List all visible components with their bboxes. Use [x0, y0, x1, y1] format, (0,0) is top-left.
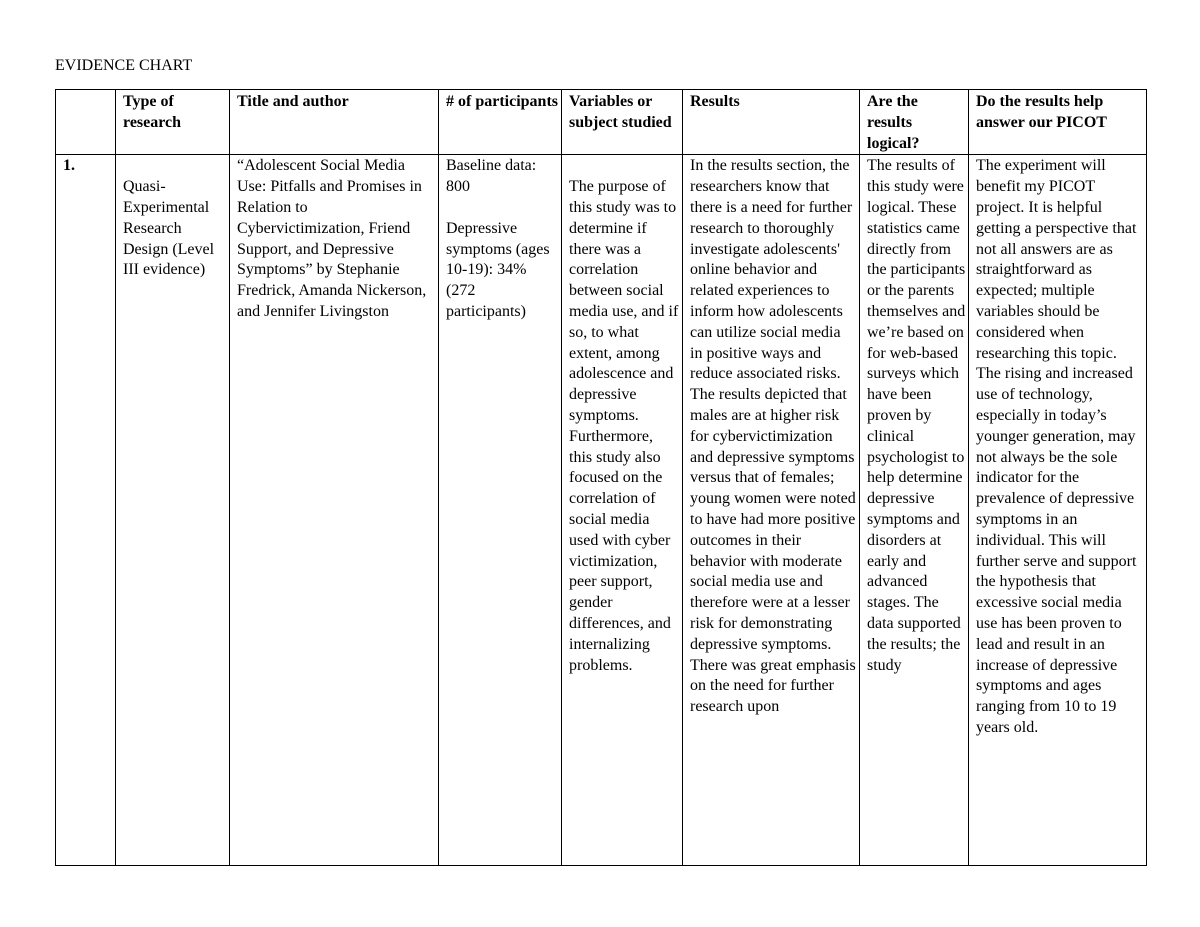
cell-logical — [860, 155, 969, 866]
logical-text: The results of this study were logical. These statistics came directly from the participants or the parents themselves and we’re based on for web-based surveys which have been proven by clinical psychologist to help determine depressive symptoms and disorders at early and advanced stages. The data supported the results; the study — [867, 157, 966, 674]
cell-participants — [439, 155, 562, 866]
header-type-of-research: Type of research — [116, 90, 230, 155]
results-text: In the results section, the researchers know that there is a need for further research to thoroughly investigate adolescents' online behavior and related experiences to inform how adolescents can utilize social media in positive ways and reduce associated risks. The results depicted that males are at higher risk for cybervictimization and depressive symptoms versus that of females; young women were noted to have had more positive outcomes in their behavior with moderate social media use and therefore were at a lesser risk for demonstrating depressive symptoms. There was great emphasis on the need for further research upon — [690, 157, 856, 716]
cell-type-of-research — [116, 155, 230, 866]
cell-results — [683, 155, 860, 866]
cell-title-and-author — [230, 155, 439, 866]
header-title-and-author: Title and author — [230, 90, 439, 155]
header-participants: # of participants — [439, 90, 562, 155]
header-variables: Variables or subject studied — [562, 90, 683, 155]
row-number: 1. — [56, 155, 116, 866]
page-title: EVIDENCE CHART — [55, 57, 193, 74]
cell-variables — [562, 155, 683, 866]
header-logical: Are the results logical? — [860, 90, 969, 155]
picot-text: The experiment will benefit my PICOT project. It is helpful getting a perspective that not all answers are as straightforward as expected; multiple variables should be considered when researching this topic. The rising and increased use of technology, especially in today’s younger generation, may not always be the sole indicator for the prevalence of depressive symptoms in an individual. This will further serve and support the hypothesis that excessive social media use has been proven to lead and result in an increase of depressive symptoms and ages ranging from 10 to 19 years old. — [976, 157, 1137, 736]
header-picot: Do the results help answer our PICOT — [969, 90, 1147, 155]
type-of-research-text: Quasi-Experimental Research Design (Level III evidence) — [123, 178, 215, 279]
evidence-table — [55, 89, 1147, 866]
table-row — [56, 155, 1147, 866]
variables-text: The purpose of this study was to determine if there was a correlation between social media use, and if so, to what extent, among adolescence and depressive symptoms. Furthermore, this study also focused on the correlation of social media used with cyber victimization, peer support, gender differences, and internalizing problems. — [569, 178, 679, 674]
table-header-row — [56, 90, 1147, 155]
header-results: Results — [683, 90, 860, 155]
cell-picot — [969, 155, 1147, 866]
header-number — [56, 90, 116, 155]
title-and-author-text: “Adolescent Social Media Use: Pitfalls and Promises in Relation to Cybervictimization, Friend Support, and Depressive Symptoms” by Stephanie Fredrick, Amanda Nickerson, and Jennifer Livingston — [237, 157, 427, 320]
participants-text: Baseline data: 800 Depressive symptoms (ages 10-19): 34% (272 participants) — [446, 157, 550, 320]
